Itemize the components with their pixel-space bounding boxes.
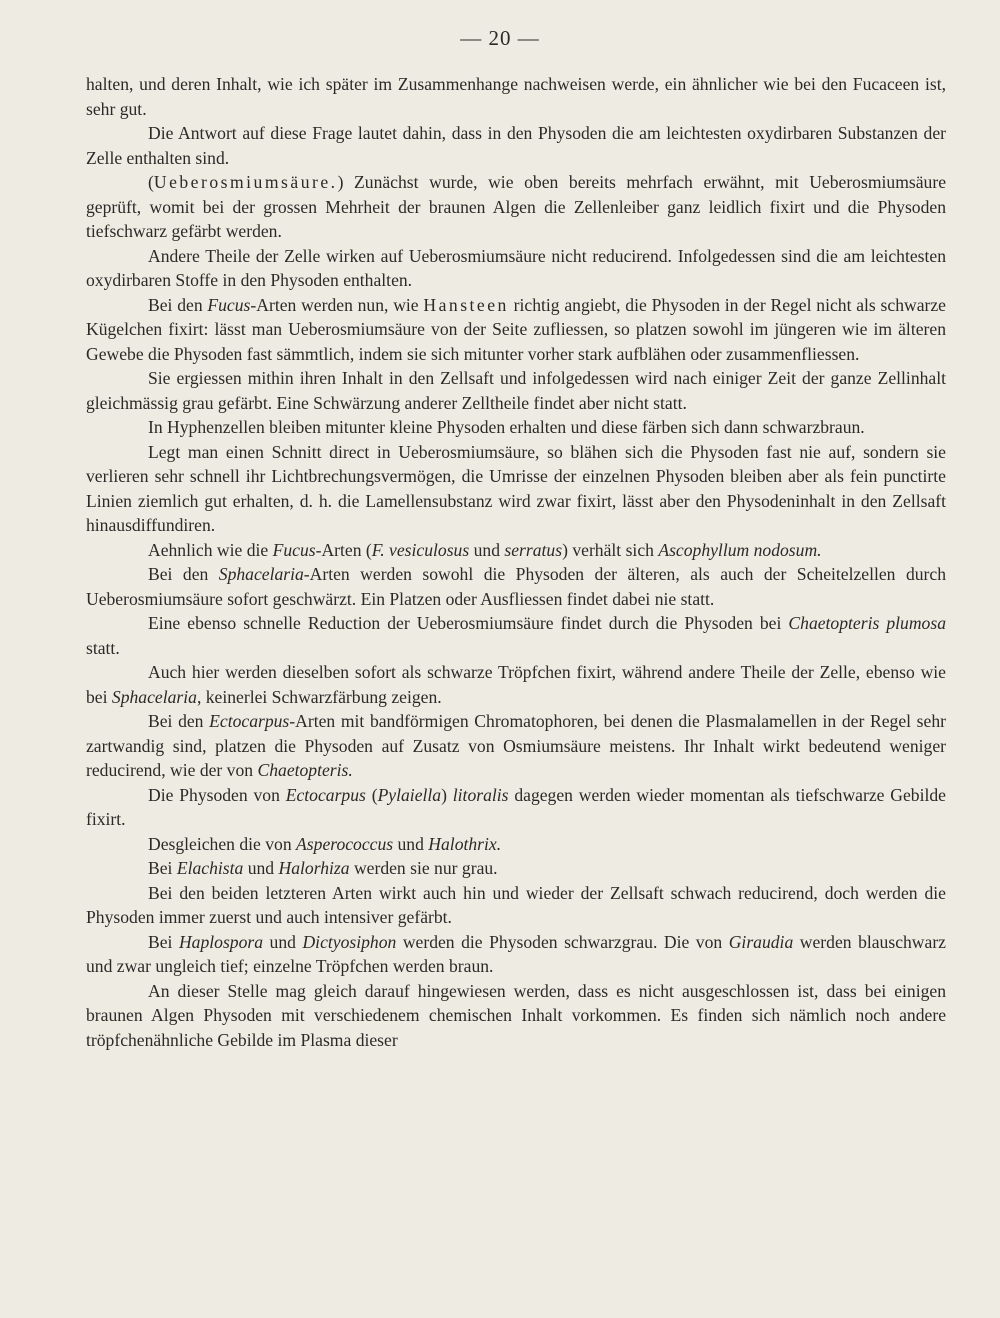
text-run: , keinerlei Schwarzfärbung zeigen. [196, 686, 442, 707]
italic-text: Pylaiella [377, 784, 442, 805]
page-number: — 20 — [460, 26, 540, 50]
text-run: -Arten werden sowohl die Physoden der älteren, als auch der Scheitelzellen durch Ueberosmiumsäure sofort geschwärzt. Ein Platzen oder Ausfliessen findet dabei nie statt. [86, 564, 946, 609]
paragraph [86, 562, 946, 611]
text-run: werden blauschwarz und zwar ungleich tief; einzelne Tröpfchen werden braun. [86, 931, 946, 976]
text-run: Andere Theile der Zelle wirken auf Ueberosmiumsäure nicht reducirend. Infolgedessen sind die am leichtesten oxydirbaren Stoffe in den Physoden enthalten. [86, 245, 946, 290]
text-run: Bei [148, 858, 177, 878]
text-run: Sie ergiessen mithin ihren Inhalt in den Zellsaft und infolgedessen wird nach einiger Zeit der ganze Zellinhalt gleichmässig grau gefärbt. Eine Schwärzung anderer Zelltheile findet aber nicht statt. [86, 368, 946, 413]
text-run: Die Antwort auf diese Frage lautet dahin, dass in den Physoden die am leichtesten oxydirbaren Substanzen der Zelle enthalten sind. [86, 123, 946, 168]
text-run: werden sie nur grau. [349, 858, 498, 878]
paragraph [86, 881, 946, 930]
text-run: Legt man einen Schnitt direct in Ueberosmiumsäure, so blähen sich die Physoden fast nie auf, sondern sie verlieren sehr schnell ihr Lichtbrechungsvermögen, die Umrisse der einzelnen Physoden bleiben aber als fein punctirte Linien ziemlich gut erhalten, d. h. die Lamellensubstanz wird zwar fixirt, lässt aber den Physodeninhalt in den Zellsaft hinausdiffundiren. [86, 441, 946, 535]
italic-text: Ascophyllum nodosum. [658, 539, 822, 560]
italic-text: Elachista [176, 858, 244, 878]
italic-text: Ectocarpus [209, 711, 290, 731]
text-run: Bei den [148, 564, 219, 584]
text-run: richtig angiebt, die Physoden in der Regel nicht als schwarze Kügelchen fixirt: lässt man Ueberosmiumsäure von der Seite zufliessen, so platzen sowohl im jüngeren wie im älteren Gewebe die Physoden fast sämmtlich, indem sie sich mitunter vorher stark aufblähen oder zusammenfliessen. [86, 294, 946, 364]
text-run: Bei den [148, 711, 210, 731]
paragraph [86, 930, 946, 979]
text-run: und [469, 539, 505, 560]
paragraph [86, 856, 946, 881]
text-run: und [393, 833, 429, 854]
text-run: -Arten werden nun, wie [250, 294, 424, 315]
text-run: dagegen werden wieder momentan als tiefschwarze Gebilde fixirt. [86, 784, 946, 829]
text-run: Eine ebenso schnelle Reduction der Ueberosmiumsäure findet durch die Physoden bei [148, 613, 789, 633]
spaced-text: Hansteen [423, 294, 509, 315]
text-run: statt. [86, 637, 120, 658]
paragraph [86, 440, 946, 538]
paragraph [86, 170, 946, 244]
paragraph [86, 538, 946, 563]
paragraph [86, 293, 946, 367]
spaced-text: Ueberosmiumsäure. [153, 172, 338, 192]
paragraph [86, 366, 946, 415]
italic-text: litoralis [452, 784, 509, 805]
paragraph [86, 611, 946, 660]
text-run: Bei den [148, 294, 208, 315]
text-run: Bei [148, 931, 179, 952]
italic-text: Halorhiza [278, 858, 350, 878]
paragraph [86, 979, 946, 1053]
paragraph [86, 415, 946, 440]
italic-text: Haplospora [178, 931, 264, 952]
italic-text: Halothrix. [428, 833, 502, 854]
text-run: und [263, 931, 303, 952]
italic-text: Fucus [207, 294, 251, 315]
text-run: Bei den beiden letzteren Arten wirkt auch hin und wieder der Zellsaft schwach reducirend, doch werden die Physoden immer zuerst und auch intensiver gefärbt. [86, 882, 946, 927]
italic-text: Chaetopteris. [257, 760, 353, 780]
paragraph [86, 783, 946, 832]
italic-text: Fucus [272, 539, 316, 560]
text-run: ) verhält sich [562, 539, 659, 560]
paragraph [86, 72, 946, 121]
italic-text: F. vesiculosus [371, 539, 470, 560]
text-run: Desgleichen die von [148, 833, 297, 854]
paragraph [86, 121, 946, 170]
italic-text: Dictyosiphon [302, 931, 397, 952]
italic-text: Sphacelaria [218, 564, 304, 584]
paragraph [86, 660, 946, 709]
italic-text: Giraudia [728, 931, 794, 952]
text-run: -Arten ( [315, 539, 372, 560]
text-run: ) [441, 784, 453, 805]
text-run: An dieser Stelle mag gleich darauf hingewiesen werden, dass es nicht ausgeschlossen ist, dass bei einigen braunen Algen Physoden mit verschiedenem chemischen Inhalt vorkommen. Es finden sich nämlich noch andere tröpfchenähnliche Gebilde im Plasma dieser [86, 980, 946, 1050]
text-run: ( [148, 172, 154, 192]
italic-text: Chaetopteris plumosa [788, 613, 946, 633]
body-text [86, 72, 946, 1052]
text-run: halten, und deren Inhalt, wie ich später im Zusammenhange nachweisen werde, ein ähnlicher wie bei den Fucaceen ist, sehr gut. [86, 74, 946, 119]
text-run: werden die Physoden schwarzgrau. Die von [396, 931, 729, 952]
italic-text: serratus [504, 539, 563, 560]
text-run: ( [365, 784, 378, 805]
text-run: Die Physoden von [148, 784, 286, 805]
text-run: und [243, 858, 279, 878]
italic-text: Sphacelaria [111, 686, 197, 707]
italic-text: Asperococcus [296, 833, 394, 854]
text-run: -Arten mit bandförmigen Chromatophoren, bei denen die Plasmalamellen in der Regel sehr zartwandig sind, platzen die Physoden auf Zusatz von Osmiumsäure meistens. Ihr Inhalt wirkt bedeutend weniger reducirend, wie der von [86, 711, 946, 780]
text-run: Auch hier werden dieselben sofort als schwarze Tröpfchen fixirt, während andere Theile der Zelle, ebenso wie bei [86, 662, 946, 707]
paragraph [86, 244, 946, 293]
paragraph [86, 709, 946, 783]
italic-text: Ectocarpus [285, 784, 366, 805]
text-run: ) Zunächst wurde, wie oben bereits mehrfach erwähnt, mit Ueberosmiumsäure geprüft, womit bei der grossen Mehrheit der braunen Algen die Zellenleiber ganz leidlich fixirt und die Physoden tiefschwarz gefärbt werden. [86, 172, 946, 241]
text-run: In Hyphenzellen bleiben mitunter kleine Physoden erhalten und diese färben sich dann schwarzbraun. [148, 417, 865, 437]
text-run: Aehnlich wie die [148, 539, 273, 560]
paragraph [86, 832, 946, 857]
